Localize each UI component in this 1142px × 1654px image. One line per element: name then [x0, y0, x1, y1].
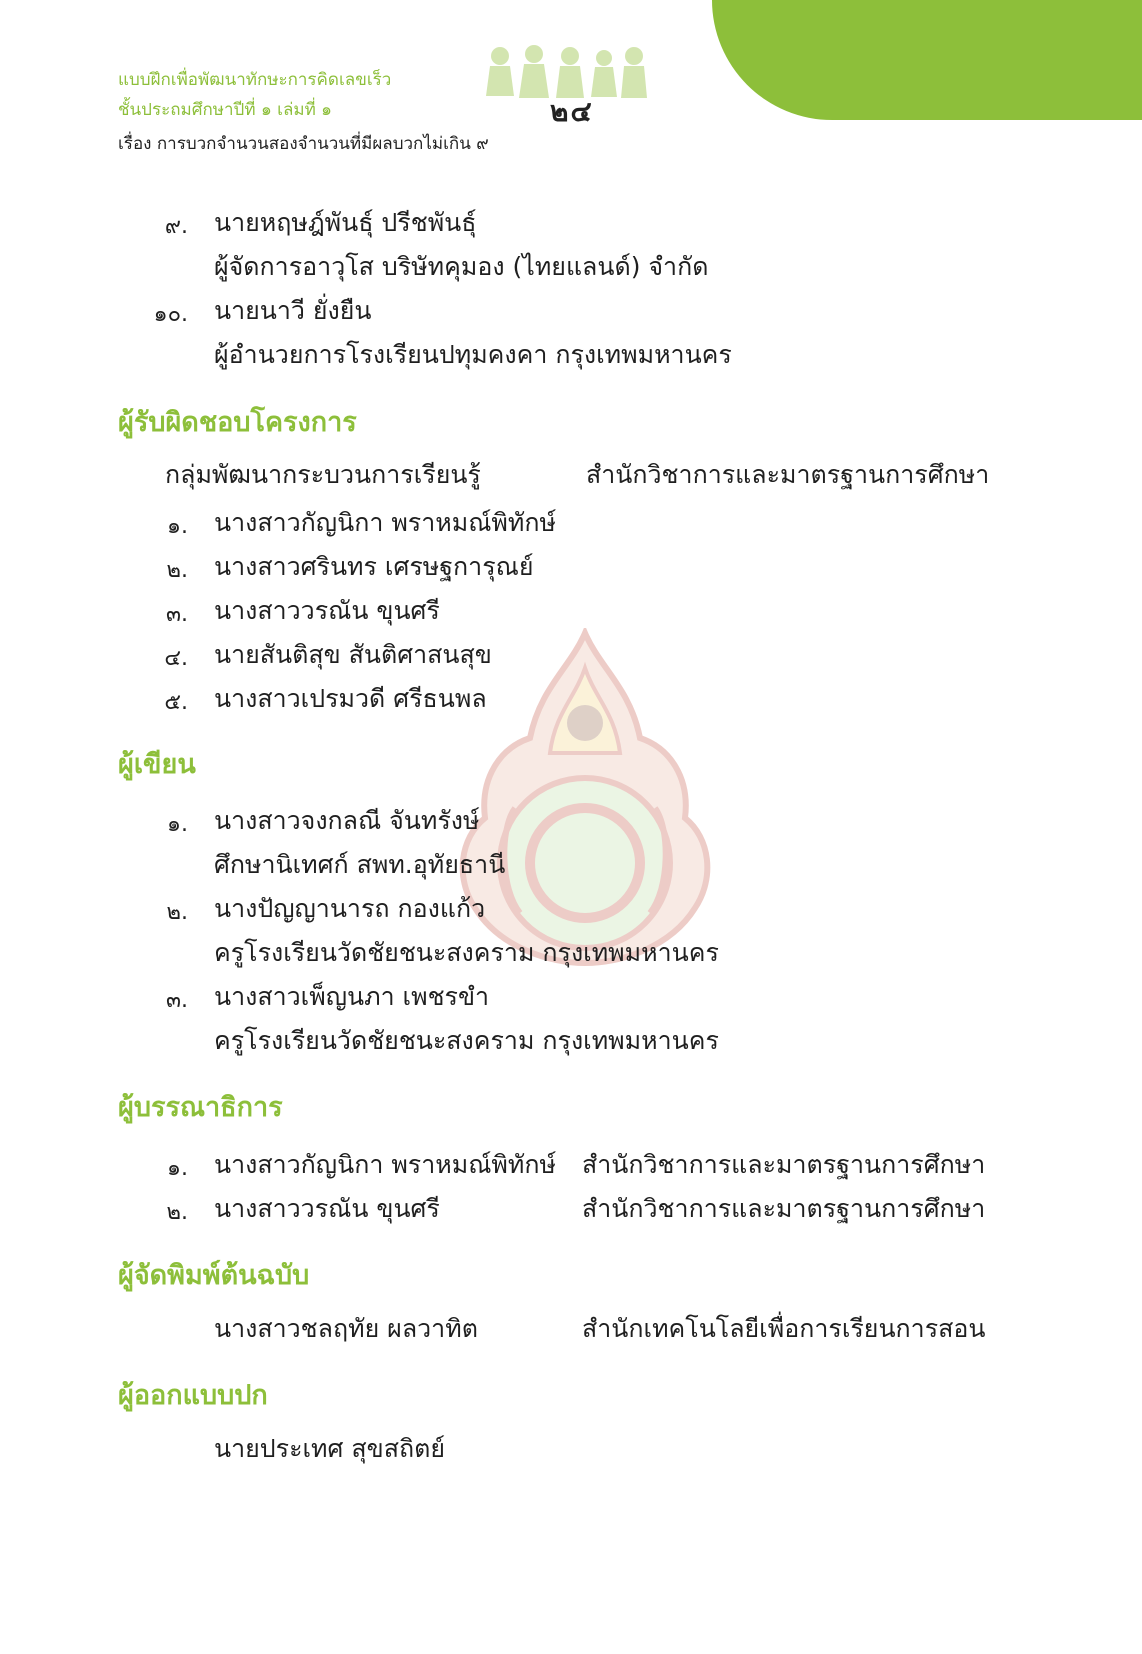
member-name: นางสาวกัญนิกา พราหมณ์พิทักษ์ [214, 508, 556, 537]
advisor-position: ผู้จัดการอาวุโส บริษัทคุมอง (ไทยแลนด์) จำกัด [214, 252, 709, 281]
printer-office: สำนักเทคโนโลยีเพื่อการเรียนการสอน [582, 1314, 986, 1343]
editor-office: สำนักวิชาการและมาตรฐานการศึกษา [582, 1150, 986, 1179]
list-number: ๓. [165, 602, 188, 627]
list-number: ๒. [166, 1200, 188, 1225]
editor-name: นางสาวกัญนิกา พราหมณ์พิทักษ์ [214, 1150, 556, 1179]
advisor-name: นายหฤษฎ์พันธุ์ ปรีชพันธุ์ [214, 208, 477, 237]
list-number: ๙. [164, 214, 188, 239]
member-name: นางสาวเปรมวดี ศรีธนพล [214, 684, 487, 713]
list-number: ๑. [167, 1156, 188, 1181]
cover-designer-name: นายประเทศ สุขสถิตย์ [214, 1434, 445, 1463]
author-name: นางสาวเพ็ญนภา เพชรขำ [214, 982, 490, 1011]
editor-office: สำนักวิชาการและมาตรฐานการศึกษา [582, 1194, 986, 1223]
list-number: ๔. [164, 646, 188, 671]
section-heading-editors: ผู้บรรณาธิการ [118, 1092, 283, 1123]
advisor-position: ผู้อำนวยการโรงเรียนปทุมคงคา กรุงเทพมหานคร [214, 340, 732, 369]
author-position: ครูโรงเรียนวัดชัยชนะสงคราม กรุงเทพมหานคร [214, 938, 719, 967]
office-name: สำนักวิชาการและมาตรฐานการศึกษา [586, 460, 990, 489]
list-number: ๒. [166, 558, 188, 583]
list-number: ๑. [167, 812, 188, 837]
book-grade-volume: ชั้นประถมศึกษาปีที่ ๑ เล่มที่ ๑ [118, 100, 332, 120]
advisor-name: นายนาวี ยั่งยืน [214, 296, 372, 325]
page-number: ๒๔ [550, 95, 594, 128]
list-number: ๒. [166, 900, 188, 925]
list-number: ๓. [165, 988, 188, 1013]
list-number: ๕. [164, 690, 188, 715]
author-position: ศึกษานิเทศก์ สพท.อุทัยธานี [214, 850, 506, 879]
editor-name: นางสาววรณัน ขุนศรี [214, 1194, 440, 1223]
header-corner-decoration [712, 0, 1142, 120]
section-heading-cover-design: ผู้ออกแบบปก [118, 1380, 268, 1411]
list-number: ๑๐. [153, 302, 188, 327]
book-topic: เรื่อง การบวกจำนวนสองจำนวนที่มีผลบวกไม่เกิน ๙ [118, 134, 489, 154]
section-heading-project-lead: ผู้รับผิดชอบโครงการ [118, 407, 357, 438]
author-name: นางปัญญานารถ กองแก้ว [214, 894, 486, 923]
section-heading-original-print: ผู้จัดพิมพ์ต้นฉบับ [118, 1260, 310, 1291]
group-name: กลุ่มพัฒนากระบวนการเรียนรู้ [165, 460, 481, 489]
member-name: นางสาวศรินทร เศรษฐการุณย์ [214, 552, 534, 581]
author-name: นางสาวจงกลณี จันทรังษ์ [214, 806, 480, 835]
book-title: แบบฝึกเพื่อพัฒนาทักษะการคิดเลขเร็ว [118, 70, 392, 90]
member-name: นายสันติสุข สันติศาสนสุข [214, 640, 492, 669]
author-position: ครูโรงเรียนวัดชัยชนะสงคราม กรุงเทพมหานคร [214, 1026, 719, 1055]
section-heading-authors: ผู้เขียน [118, 749, 196, 780]
printer-name: นางสาวชลฤทัย ผลวาทิต [214, 1314, 478, 1343]
member-name: นางสาววรณัน ขุนศรี [214, 596, 440, 625]
list-number: ๑. [167, 514, 188, 539]
